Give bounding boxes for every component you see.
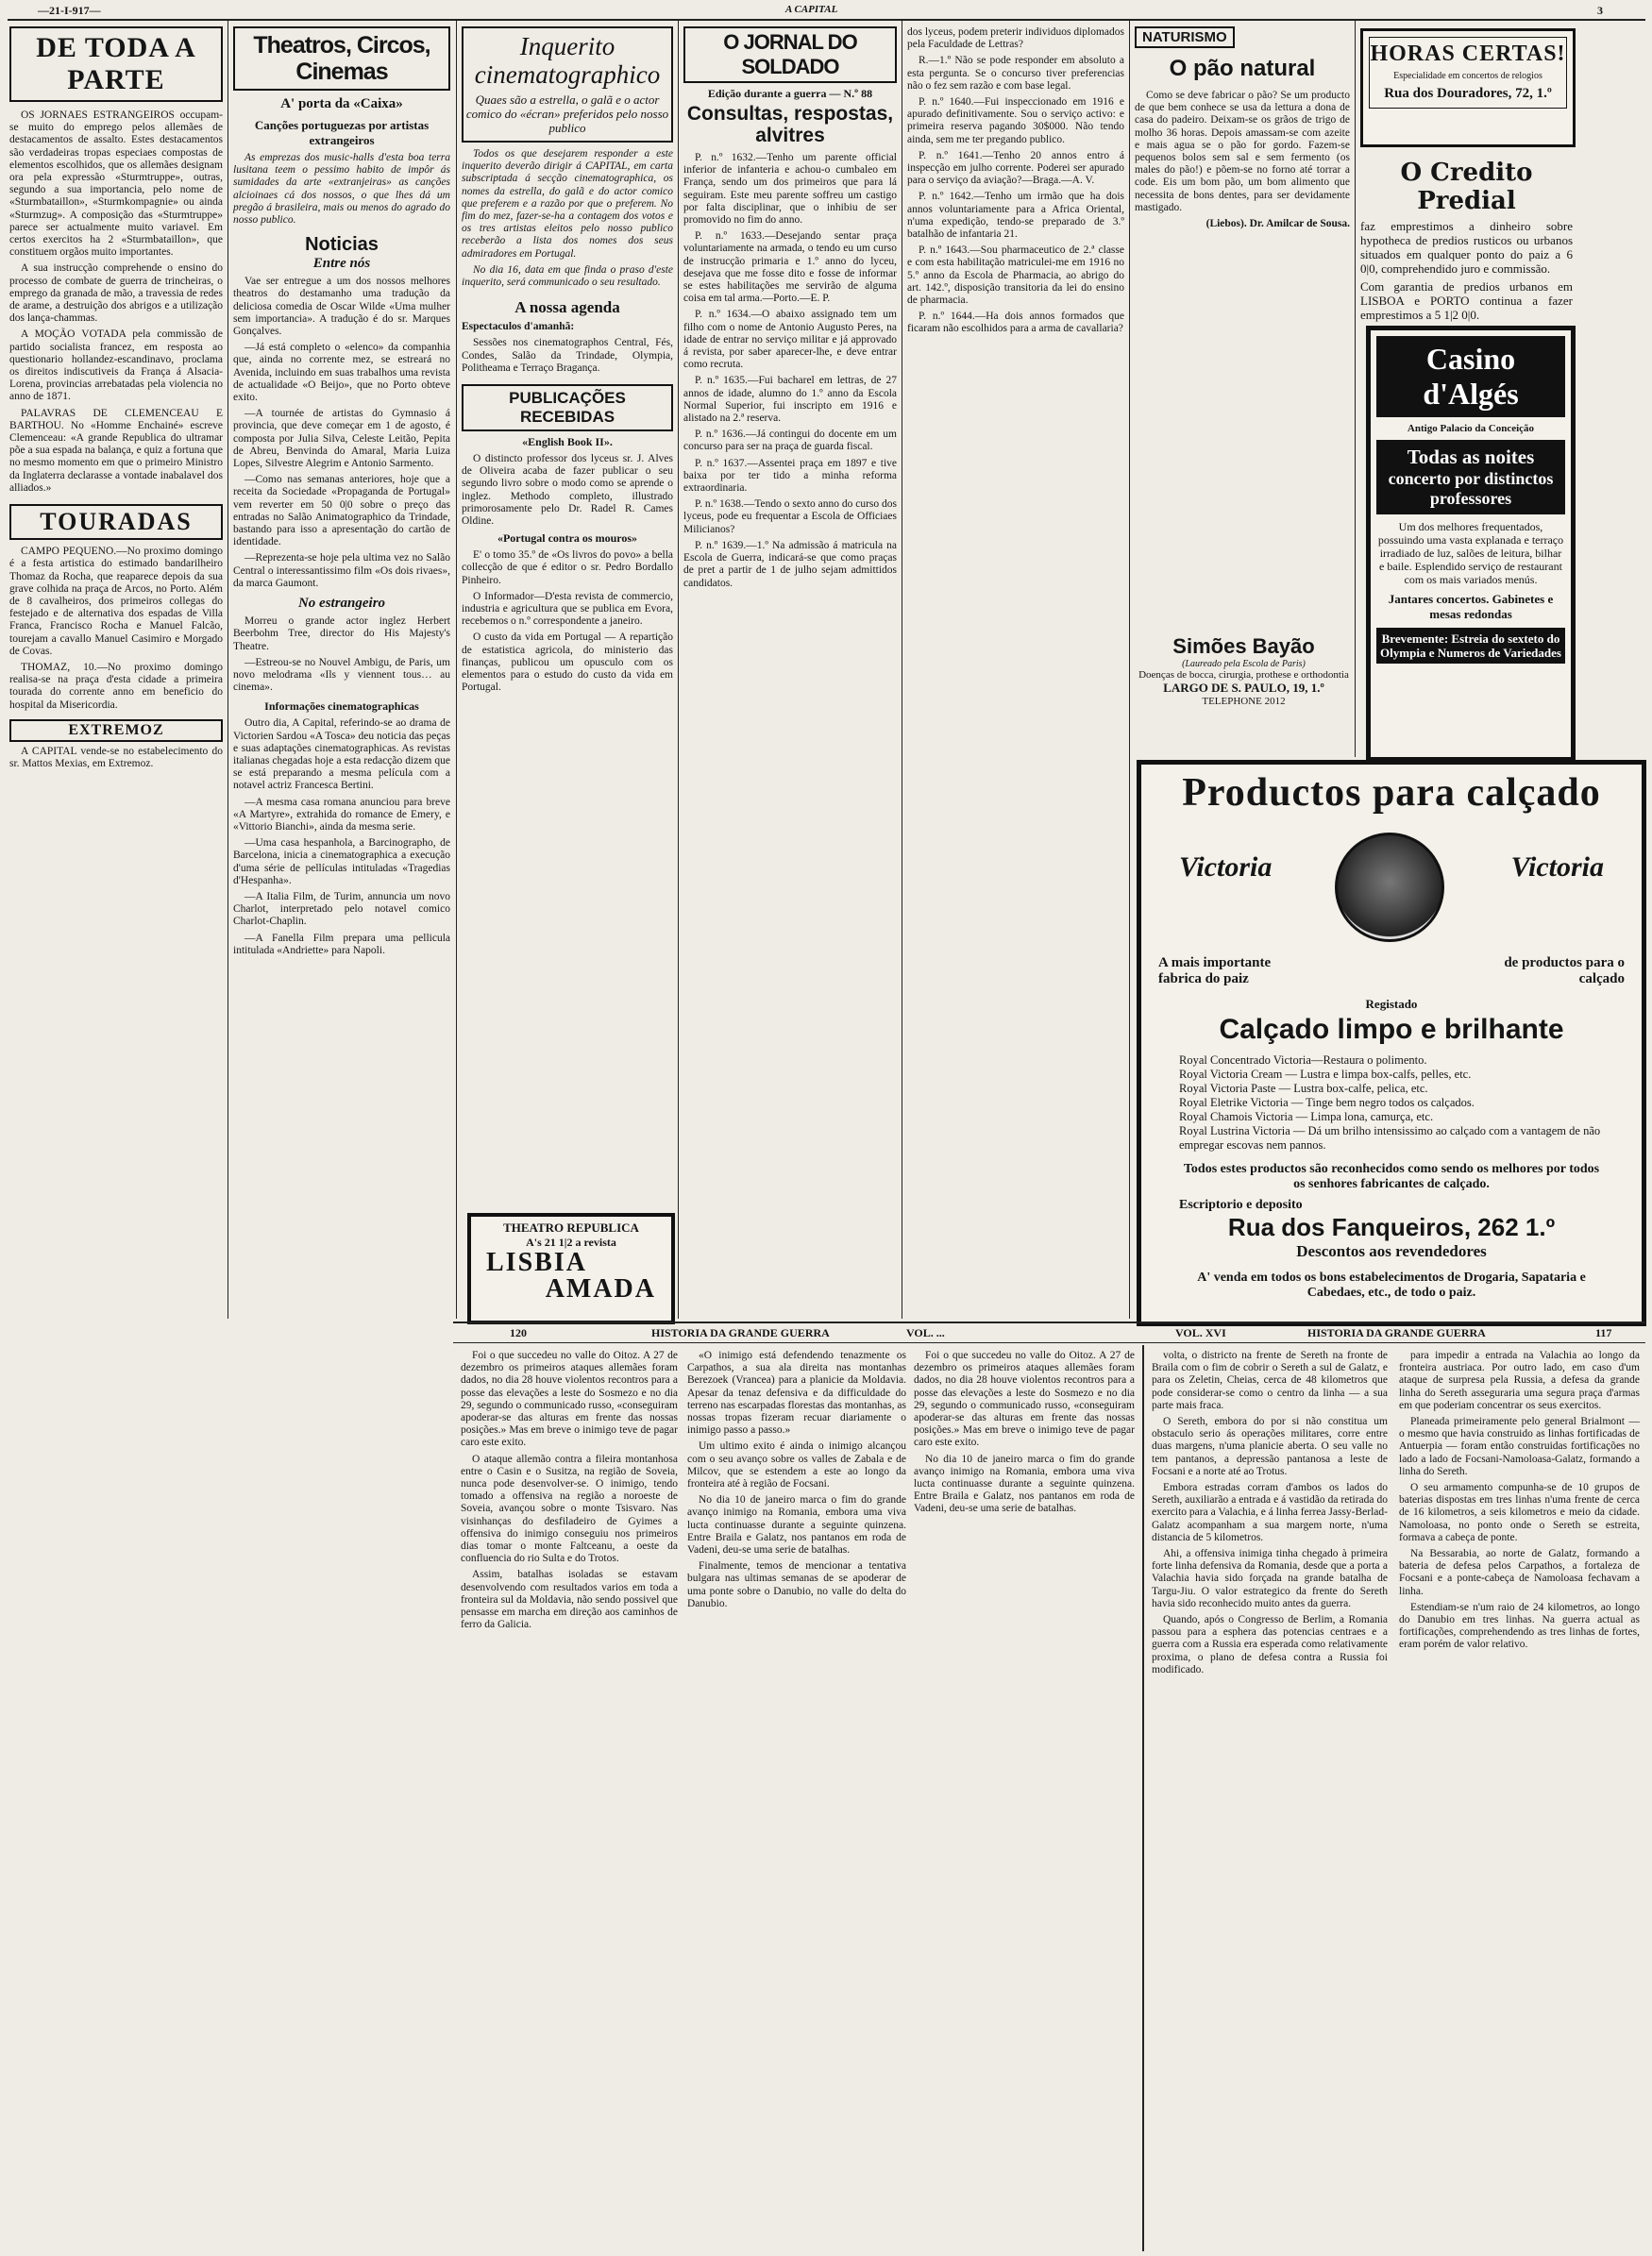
noticias-subtitle: Entre nós: [312, 256, 371, 272]
article-paragraph: A MOÇÃO VOTADA pela commissão de partido socialista francez, em resposta ao questionario hollandez-escandinavo, proclama os direitos indiscutiveis da França á Alsacia-Lorena, provincias arrebatadas pela violencia no anno de 1871.: [9, 328, 223, 403]
history-column: [1152, 1350, 1388, 2247]
registered-label: Registado: [1365, 997, 1418, 1011]
history-column: [461, 1350, 678, 2247]
ad-line: Brevemente: Estreia do sexteto do Olympia e Numeros de Variedades: [1376, 628, 1565, 664]
ad-address: Rua dos Fanqueiros, 262 1.º: [1227, 1213, 1556, 1241]
column-jornal-do-soldado: [683, 26, 897, 1320]
history-paragraph: Assim, batalhas isoladas se estavam desenvolvendo com resultados varios em toda a fronteira sul da Moldavia, não sendo possivel que pensasse em marcha em direção aos caminhos de ferro da Galicia.: [461, 1569, 678, 1631]
inquiry-question: Quaes são a estrella, o galã e o actor comico do «écran» preferidos pelo nosso publico: [465, 93, 669, 135]
article-paragraph: A CAPITAL vende-se no estabelecimento do sr. Mattos Mexias, em Extremoz.: [9, 745, 223, 769]
product-list: [1179, 1053, 1604, 1153]
ad-text: faz emprestimos a dinheiro sobre hypotheca de predios rusticos ou urbanos situados em qualquer ponto do paiz a 6 0|0, comprehendido juro e commissão.: [1360, 219, 1573, 276]
ad-line: concerto por distinctos: [1388, 469, 1554, 488]
history-paragraph: Embora estradas corram d'ambos os lados do Sereth, auxiliarão a entrada e á vastidão da retirada do exercito para a Valachia, e á linha ferrea Jassy-Berlad-Galatz acompanham a sua margem norte, n'uma distancia de 5 kilometros.: [1152, 1482, 1388, 1543]
column-jornal-continued: [907, 26, 1124, 1320]
touradas-title-box: [9, 504, 223, 540]
info-title: Informações cinematographicas: [264, 699, 419, 714]
edition-label: Edição durante a guerra — N.º 88: [707, 87, 873, 100]
history-paragraph: Foi o que succedeu no valle do Oitoz. A 27 de dezembro os primeiros ataques allemães foram dados, no dia 28 houve violentos recontros para a posse das elevações a leste do Sosmezo e no dia 29, segundo o communicado russo, «conseguiram apoderar-se das alturas em frente das nossas posições.» Mas em breve o inimigo teve de pagar caro este exito.: [461, 1350, 678, 1449]
ad-title: HORAS CERTAS!: [1370, 42, 1566, 66]
column-rule: [1129, 21, 1130, 1319]
ad-title: Productos para calçado: [1182, 771, 1601, 815]
history-page-number: 120: [510, 1326, 527, 1339]
news-item: Outro dia, A Capital, referindo-se ao drama de Victorien Sardou «A Tosca» deu noticia das peças e suas adaptações cinematographicas. As revistas italianas chegadas hoje a esta redacção dizem que se está preparando a mesma película com a notavel actriz Francesca Bertini.: [233, 717, 450, 792]
section-rule: [453, 1342, 1645, 1343]
column-theatros: [233, 26, 450, 2245]
query-item: P. n.º 1637.—Assentei praça em 1897 e tive baixa por ter tido a minha reforma extraordinaria.: [683, 457, 897, 495]
extremoz-title: EXTREMOZ: [68, 721, 164, 738]
credito-predial-ad: [1360, 159, 1573, 322]
show-title-2: AMADA: [545, 1274, 656, 1304]
ad-note: Todos estes productos são reconhecidos como sendo os melhores por todos os senhores fabricantes de calçado.: [1183, 1162, 1600, 1191]
query-item: P. n.º 1633.—Desejando sentar praça voluntariamente na armada, o tendo eu um curso de instrucção primaria e 1.º anno do lyceu, desejava que me fosse dito e fosse de informar se estes habilitações me servirão de alguma coisa em tal arma.—Porto.—E. P.: [683, 230, 897, 305]
news-item: —A Fanella Film prepara uma pellicula intitulada «Andriette» para Napoli.: [233, 932, 450, 956]
history-paragraph: Planeada primeiramente pelo general Brialmont — o mesmo que havia construido as linhas fortificadas de Antuerpia — foram então construidas fortificações no lado a lado de Focsani-Namoloasa-Galatz, formando a linha do Sereth.: [1399, 1416, 1640, 1477]
history-title: HISTORIA DA GRANDE GUERRA: [651, 1326, 830, 1339]
article-paragraph: No dia 16, data em que finda o praso d'este inquerito, será communicado o seu resultado.: [462, 263, 673, 289]
news-item: —Estreou-se no Nouvel Ambigu, de Paris, um novo melodrama «Ils y viennent tous… au cinema».: [233, 656, 450, 694]
query-item: P. n.º 1632.—Tenho um parente official inferior de infanteria e achou-o cumbaleo em França, sendo um dos primeiros que para lá seguiram. Este meu parente soffreu um castigo por falta disciplinar, que o inhibiu de ser promovido no fim do anno.: [683, 152, 897, 227]
history-paragraph: Finalmente, temos de mencionar a tentativa bulgara nas ultimas semanas de se apoderar de uma ponte sobre o Danubio, no valle do delta do Danubio.: [687, 1560, 906, 1609]
ad-text: Doenças de bocca, cirurgia, prothese e orthodontia: [1138, 669, 1349, 681]
ad-subtitle: Antigo Palacio da Conceição: [1407, 423, 1535, 434]
product-list-item: Royal Lustrina Victoria — Dá um brilho intensissimo ao calçado com a vantagem de não empregar escovas nem pannos.: [1179, 1124, 1601, 1152]
column-rule: [456, 21, 457, 1319]
agenda-subtitle: Espectaculos d'amanhã:: [462, 321, 575, 333]
history-volume: VOL. XVI: [1175, 1326, 1226, 1339]
article-paragraph: Como se deve fabricar o pão? Se um producto de que bem conhece se usa da lettura a dona de casa do padeiro. Deixam-se os grãos de trigo de molho 36 horas. Depois amassam-se com azeite e mais agua se o pão for gordo. Fazem-se pequenos bolos sem sal e sem fermento (os males do pão!) e põem-se no forno até torrar a code. Eis um bom pão, um bom alimento que necessita de bons dentes, para ser devidamente mastigado.: [1135, 90, 1350, 213]
history-paragraph: «O inimigo está defendendo tenazmente os Carpathos, a sua ala direita nas montanhas Berezoek (Vrancea) para a planicie da Moldavia. Apesar da tenaz defensiva e da difficuldade do terreno nas escarpadas florestas das montanhas, as nossas tropas fizeram recuar diariamente o inimigo passo a passo.»: [687, 1350, 906, 1437]
history-column: [687, 1350, 906, 2247]
history-paragraph: volta, o districto na frente de Sereth na fronte de Braila com o fim de cobrir o Sereth a sul de Galatz, e para os Zeletin, Cheias, cerca de 48 kilometros que pode considerar-se como o centro da linha — a sua parte mais fraca.: [1152, 1350, 1388, 1411]
query-item: dos lyceus, podem preterir individuos diplomados pela Faculdade de Lettras?: [907, 26, 1124, 51]
ad-subtitle: (Laureado pela Escola de Paris): [1182, 659, 1306, 669]
history-paragraph: para impedir a entrada na Valachia ao longo da fronteira austriaca. Por outro lado, em caso d'um ataque de surpresa pela Russia, a defesa da grande linha do Sereth asseguraria uma segura praça d'armas em que poderiam concentrar os seus exercitos.: [1399, 1350, 1640, 1411]
column-rule: [678, 21, 679, 1319]
brand-name: Victoria: [1179, 851, 1273, 883]
page-gutter: [1142, 1345, 1144, 2251]
ad-address: LARGO DE S. PAULO, 19, 1.º: [1163, 681, 1324, 695]
product-list-item: Royal Eletrike Victoria — Tinge bem negro todos os calçados.: [1179, 1096, 1475, 1109]
noticias-title: Noticias: [305, 234, 379, 256]
ad-line: professores: [1429, 489, 1512, 508]
product-list-item: Royal Victoria Cream — Lustra e limpa box-calfs, pelles, etc.: [1179, 1068, 1472, 1081]
ad-discount: Descontos aos revendedores: [1296, 1242, 1487, 1260]
query-item: P. n.º 1640.—Fui inspeccionado em 1916 e apurado definitivamente. Sou o serviço activo: e primeira reserva pagando 30$000. Não tendo ainda, sem me ter pregando publico.: [907, 96, 1124, 145]
section-subtitle: Consultas, respostas, alvitres: [686, 103, 894, 146]
query-item: P. n.º 1639.—1.º Na admissão á matricula na Escola de Guerra, indicará-se que como praças de pret a partir de 1 de julho sejam admittidos candidatos.: [683, 539, 897, 589]
show-title-1: LISBIA: [486, 1248, 587, 1277]
section-subtitle: A' porta da «Caixa»: [280, 96, 403, 111]
query-item: P. n.º 1642.—Tenho um irmão que ha dois annos voluntariamente para a Africa Oriental, n'uma expedição, tendo-se preparado de 3.º batalhão de infantaria 21.: [907, 191, 1124, 241]
brand-name: Victoria: [1510, 851, 1604, 883]
publicacoes-title: PUBLICAÇÕES RECEBIDAS: [509, 389, 626, 427]
section-title: O JORNAL DO SOLDADO: [723, 30, 857, 78]
section-title-box: [462, 26, 673, 143]
article-paragraph: A sua instrucção comprehende o ensino do processo de combate de guerra de trincheiras, o emprego da granada de mão, a travessia de redes de arame, a destruição dos abrigos e a utilização dos lança-chammas.: [9, 262, 223, 325]
query-item: P. n.º 1638.—Tendo o sexto anno do curso dos lyceus, pode eu frequentar a Escola de Officiaes Milicianos?: [683, 498, 897, 535]
page-number: 3: [1597, 4, 1603, 17]
ad-phone: TELEPHONE 2012: [1202, 696, 1286, 707]
query-item: P. n.º 1641.—Tenho 20 annos entro á inspecção em julho corrente. Poderei ser apurado para o serviço da aviação?—Braga.—A. V.: [907, 149, 1124, 187]
news-item: —Já está completo o «elenco» da companhia que, ainda no corrente mez, se estreará no Avenida, incluindo em suas trabalhos uma revista de actualidade «O Beijo», que no Porto obteve exito.: [233, 342, 450, 404]
article-paragraph: OS JORNAES ESTRANGEIROS occupam-se muito do emprego pelos allemães de destacamentos de assalto. Estes destacamentos são verdadeiras tropas especiaes compostas de elementos escolhidos, que os allemães designam ora pela expressão «Sturmtruppe», outras, segundo a sua importancia, pelo nome de «Sturmbataillon», «Sturmkompagnie» ou ainda «Sturmzug». A composição das «Sturmtruppe» parece ser actualmente muito variavel. Em certos exercitos ha 2 «Sturmbataillon», que constituem orgãos muito importantes.: [9, 109, 223, 259]
victoria-medallion-icon: [1335, 833, 1444, 942]
query-item: P. n.º 1644.—Ha dois annos formados que ficaram não escolhidos para a arma de cavallaria?: [907, 311, 1124, 335]
ad-text: Um dos melhores frequentados, possuindo uma vasta explanada e terraço irradiado de luz, salões de leitura, bilhar e baile. Esplendido serviço de restaurant com os mais variados menús.: [1377, 520, 1564, 586]
section-title-box: [683, 26, 897, 83]
history-column: [914, 1350, 1135, 2247]
publication-subtitle: «Portugal contra os mouros»: [497, 531, 638, 546]
casino-alges-ad: [1366, 326, 1576, 762]
column-inquerito: [462, 26, 673, 1320]
ad-slogan: Calçado limpo e brilhante: [1219, 1014, 1564, 1045]
article-paragraph: THOMAZ, 10.—No proximo domingo realisa-se na praça d'esta cidade a primeira tourada do corrente anno em beneficio do hospital da Misericordia.: [9, 661, 223, 711]
news-item: —Como nas semanas anteriores, hoje que a receita da Sociedade «Propaganda de Portugal» vem reverter em 50 0|0 sobre o preço das entradas no Salão Animatographico da Trindade, bastando para isso a apresentação do cartão de identidade.: [233, 474, 450, 548]
news-item: —A tournée de artistas do Gymnasio á provincia, que deve começar em 1 de agosto, é composta por Julia Silva, Celeste Leitão, Pepita de Abreu, Benvinda do Amaral, Maria Luiza Lopes, Silvestre Alegrim e Antonio Sarmento.: [233, 408, 450, 470]
section-title: Inquerito cinematographico: [474, 32, 661, 89]
publication-item: E' o tomo 35.º de «Os livros do povo» a bella collecção de que é editor o sr. Pedro Bordallo Pinheiro.: [462, 549, 673, 586]
query-item: P. n.º 1635.—Fui bacharel em lettras, de 27 annos de idade, alumno do 1.º anno da Escola Normal Superior, fui inscripto em 1916 e alistado na 2.ª reserva.: [683, 375, 897, 425]
history-paragraph: Um ultimo exito é ainda o inimigo alcançou com o seu avanço sobre os valles de Zabala e de Milcov, que se estendem a este ao longo da fronteira até à região de Focsani.: [687, 1440, 906, 1490]
product-list-item: Royal Victoria Paste — Lustra box-calfe, pelica, etc.: [1179, 1082, 1428, 1095]
news-item: —A Italia Film, de Turim, annuncia um novo Charlot, interpretado pelo notavel comico Charlot-Chaplin.: [233, 890, 450, 928]
ad-line: Todas as noites: [1407, 446, 1535, 468]
column-naturismo: [1135, 26, 1350, 631]
agenda-text: Sessões nos cinematographos Central, Fés, Condes, Salão da Trindade, Olympia, Politheama e Terraço Bragança.: [462, 337, 673, 374]
history-paragraph: Quando, após o Congresso de Berlim, a Romania passou para a esphera das potencias centraes e a guerra com a Russia era esperada como relativamente proxima, o plano de defesa contra a Russia foi modificado.: [1152, 1614, 1388, 1675]
article-signature: (Liebos). Dr. Amilcar de Sousa.: [1205, 218, 1350, 230]
product-list-item: Royal Concentrado Victoria—Restaura o polimento.: [1179, 1053, 1427, 1067]
news-item: —Reprezenta-se hoje pela ultima vez no Salão Central o interessantissimo film «Os dois rivaes», da marca Gaumont.: [233, 552, 450, 589]
news-item: Vae ser entregue a um dos nossos melhores theatros do destamanho uma tradução da deliciosa comedia de Oscar Wilde «Uma mulher sem importancia». A tradução é do sr. Marques Gonçalves.: [233, 276, 450, 338]
article-paragraph: As emprezas dos music-halls d'esta boa terra lusitana teem o pessimo habito de impôr ás sumidades da arte «extranjeiras» as canções alcioinaes cá dos nossos, o que lhes dá um pregão á brasileira, mais ou menos do agrado do nosso publico.: [233, 152, 450, 227]
history-paragraph: Ahi, a offensiva inimiga tinha chegado à primeira forte linha defensiva da Romania, desde que a porta a Valachia havia sido forçada na grande batalha de Targu-Jiu. O valor estrategico da frente do Sereth havia sido reconhecido muito antes da guerra.: [1152, 1548, 1388, 1609]
history-paragraph: No dia 10 de janeiro marca o fim do grande avanço inimigo na Romania, embora uma viva lucta continuasse durante a seguinte quinzena. Entre Braila e Galatz, nos pantanos em roda de Vadeni, deu-se uma serie de batalhas.: [687, 1494, 906, 1557]
ad-line: A's 21 1|2 a revista: [526, 1236, 616, 1249]
ad-tagline: A mais importante fabrica do paiz: [1158, 955, 1272, 986]
casino-title-box: [1376, 336, 1565, 417]
publication-item: O Informador—D'esta revista de commercio, industria e agricultura que se publica em Evora, recebemos o n.º correspondente a janeiro.: [462, 590, 673, 628]
query-item: P. n.º 1643.—Sou pharmaceutico de 2.ª classe e com esta habilitação matriculei-me em 1916 no 5.º anno da Escola de Pharmacia, ao abrigo do art. 142.º, disposição transitoria da lei do ensino de pharmacia.: [907, 244, 1124, 307]
history-page-number: 117: [1595, 1326, 1612, 1339]
section-label: NATURISMO: [1135, 26, 1235, 48]
history-paragraph: O Sereth, embora do por si não constitua um obstaculo serio ás operações militares, corre entre duas margens, n'uma planicie aberta. O seu valle no tem pantanos, a depressão pantanosa a leste de Focsani e a norte até ao Trotus.: [1152, 1416, 1388, 1477]
paper-name: A CAPITAL: [785, 4, 838, 15]
ad-title: Casino d'Algés: [1423, 342, 1519, 411]
ad-line: Especialidade em concertos de relogios: [1393, 71, 1542, 81]
extremoz-title-box: [9, 719, 223, 742]
article-paragraph: CAMPO PEQUENO.—No proximo domingo é a festa artistica do estimado bandarilheiro Thomaz da Rocha, que reaparece depois da sua grave colhida na praça de Arcos, no Porto. Além de 8 cavalheiros, dos primeiros collegas do festejado e de alternativa dos espadas de Villa Franca, Francisco Rocha e Manuel Falcão, tourejam a cavallo Manuel Casimiro e Morgado de Covas.: [9, 546, 223, 657]
horas-certas-ad: [1360, 28, 1576, 147]
query-item: P. n.º 1634.—O abaixo assignado tem um filho com o nome de Antonio Augusto Peres, na idade de entrar no serviço militar e já approvado á revista, por saber aparecer-lhe, e deve entrar como recruta.: [683, 309, 897, 371]
section-rule: [453, 1322, 1645, 1323]
column-de-toda-a-parte: [9, 26, 223, 2245]
publicacoes-title-box: [462, 384, 673, 431]
section-title-box: [9, 26, 223, 102]
touradas-title: TOURADAS: [40, 508, 193, 536]
product-list-item: Royal Chamois Victoria — Limpa lona, camurça, etc.: [1179, 1110, 1434, 1123]
history-paragraph: Na Bessarabia, ao norte de Galatz, formando a bateria de defesa pelos Carpathos, a fortaleza de Focsani e a ponte-cabeça de Namoloasa fechavam a linha.: [1399, 1548, 1640, 1597]
history-paragraph: Foi o que succedeu no valle do Oitoz. A 27 de dezembro os primeiros ataques allemães foram dados, no dia 28 houve violentos recontros para a posse das elevações a leste do Sosmezo e no dia 29, segundo o communicado russo, «conseguiram apoderar-se das alturas em frente das nossas posições.» Mas em breve o inimigo teve de pagar caro este exito.: [914, 1350, 1135, 1449]
news-item: Morreu o grande actor inglez Herbert Beerbohm Tree, director do His Majesty's Theatre.: [233, 615, 450, 652]
ad-address: Rua dos Douradores, 72, 1.º: [1384, 86, 1552, 101]
section-title: Theatros, Circos, Cinemas: [253, 32, 430, 85]
publication-item: O distincto professor dos lyceus sr. J. Alves de Oliveira acaba de fazer publicar o seu segundo livro sobre o modo como se aprende o inglez. Methodo completo, illustrado primorosamente pelo Dr. Radel R. Cames Oldine.: [462, 453, 673, 528]
history-paragraph: O seu armamento compunha-se de 10 grupos de baterias dispostas em tres linhas n'uma frente de cerca de 16 kilometros, a seis kilometros e meio da cidade. Namoloasa, no ponto onde o Sereth se estreita, formava a cabeça de ponte.: [1399, 1482, 1640, 1543]
publication-subtitle: «English Book II».: [522, 435, 613, 449]
section-title: O pão natural: [1169, 56, 1316, 81]
query-item: R.—1.º Não se pode responder em absoluto a esta pergunta. Se o concurso tiver preferencias não o fez sem razão e com base legal.: [907, 55, 1124, 92]
ad-title: O Credito Predial: [1400, 159, 1533, 215]
history-header: [0, 1326, 1652, 1341]
ad-line: Jantares concertos. Gabinetes e mesas redondas: [1388, 592, 1554, 621]
ad-office-label: Escriptorio e deposito: [1179, 1198, 1303, 1212]
agenda-title: A nossa agenda: [514, 298, 620, 317]
history-volume: VOL. ...: [906, 1326, 945, 1339]
history-column: [1399, 1350, 1640, 2247]
article-paragraph: Todos os que desejarem responder a este inquerito deverão dirigir á CAPITAL, em carta subscriptada á secção cinematographica, os nomes da estrella, do galã e do actor comico que preferem e a razão por que o preferem. No fim do mez, fazer-se-ha a contagem dos votos e os tres artistas eleitos pelo nosso publico receberão a lista dos nomes dos seus admiradores em Portugal.: [462, 148, 673, 260]
estrangeiro-title: No estrangeiro: [297, 596, 386, 612]
ad-title: THEATRO REPUBLICA: [503, 1221, 639, 1235]
theatro-republica-ad: [467, 1213, 675, 1324]
date-label: —21-I-917—: [38, 4, 101, 17]
column-rule: [1355, 21, 1356, 757]
query-item: P. n.º 1636.—Já contingui do docente em um concurso para ser na praça de guarda fiscal.: [683, 429, 897, 453]
news-item: —Uma casa hespanhola, a Barcinographo, de Barcelona, inicia a cinematographica a execução d'uma série de pellículas intituladas «Tragedias d'Hespanha».: [233, 837, 450, 886]
ad-text: Com garantia de predios urbanos em LISBOA e PORTO continua a fazer emprestimos a 5 1|2 0|0.: [1360, 279, 1573, 322]
productos-calcado-ad: [1137, 760, 1646, 1326]
publication-item: O custo da vida em Portugal — A repartição de estatistica agricola, do ministerio das finanças, publicou um opusculo com os elementos para o estudo do custo da vida em Portugal.: [462, 631, 673, 694]
article-paragraph: PALAVRAS DE CLEMENCEAU E BARTHOU. No «Homme Enchainé» escreve Clemenceau: «A grande Republica do ultramar põe a sua espada na balança, e quiz a fortuna que no mesmo momento em que o primeiro Ministro da Inglaterra declarasse a vontade inabalavel dos alliados.»: [9, 407, 223, 494]
section-title: DE TODA A PARTE: [36, 32, 196, 95]
news-item: —A mesma casa romana anunciou para breve «A Martyre», extrahida do romance de Emery, e «Vittorio Bianchi», ainda da mesma serie.: [233, 796, 450, 833]
history-paragraph: O ataque allemão contra a fileira montanhosa entre o Casin e o Susitza, na região de Soveia, nunca pode desenvolver-se. O inimigo, tendo tomado a offensiva na região a noroeste de Soveia, avançou sobre o monte Tsisvaro. Nas visinhanças do desfiladeiro de Gyimes a offensiva do inimigo conseguiu nos primeiros dias tomar o monte Faltceanu, a oeste da confluencia do rio Sulta e do Trotos.: [461, 1453, 678, 1565]
history-paragraph: No dia 10 de janeiro marca o fim do grande avanço inimigo na Romania, embora uma viva lucta continuasse durante a seguinte quinzena. Entre Braila e Galatz, nos pantanos em roda de Vadeni, deu-se uma serie de batalhas.: [914, 1453, 1135, 1515]
ad-title: Simões Bayão: [1172, 634, 1315, 658]
simoes-bayao-ad: [1138, 634, 1350, 757]
history-paragraph: Estendiam-se n'um raio de 24 kilometros, ao longo do Danubio em tres linhas. Na guerra actual as fortificações, comprehendendo as tres linhas de fortes, eram porém de valor relativo.: [1399, 1601, 1640, 1651]
masthead: [0, 4, 1652, 19]
masthead-rule: [8, 19, 1645, 21]
ad-footer: A' venda em todos os bons estabelecimentos de Drogaria, Sapataria e Cabedaes, etc., de todo o paiz.: [1197, 1271, 1586, 1300]
section-subhead: Canções portuguezas por artistas extrangeiros: [254, 118, 430, 147]
ad-tagline: de productos para o calçado: [1504, 955, 1625, 986]
section-title-box: [233, 26, 450, 91]
history-title: HISTORIA DA GRANDE GUERRA: [1307, 1326, 1486, 1339]
